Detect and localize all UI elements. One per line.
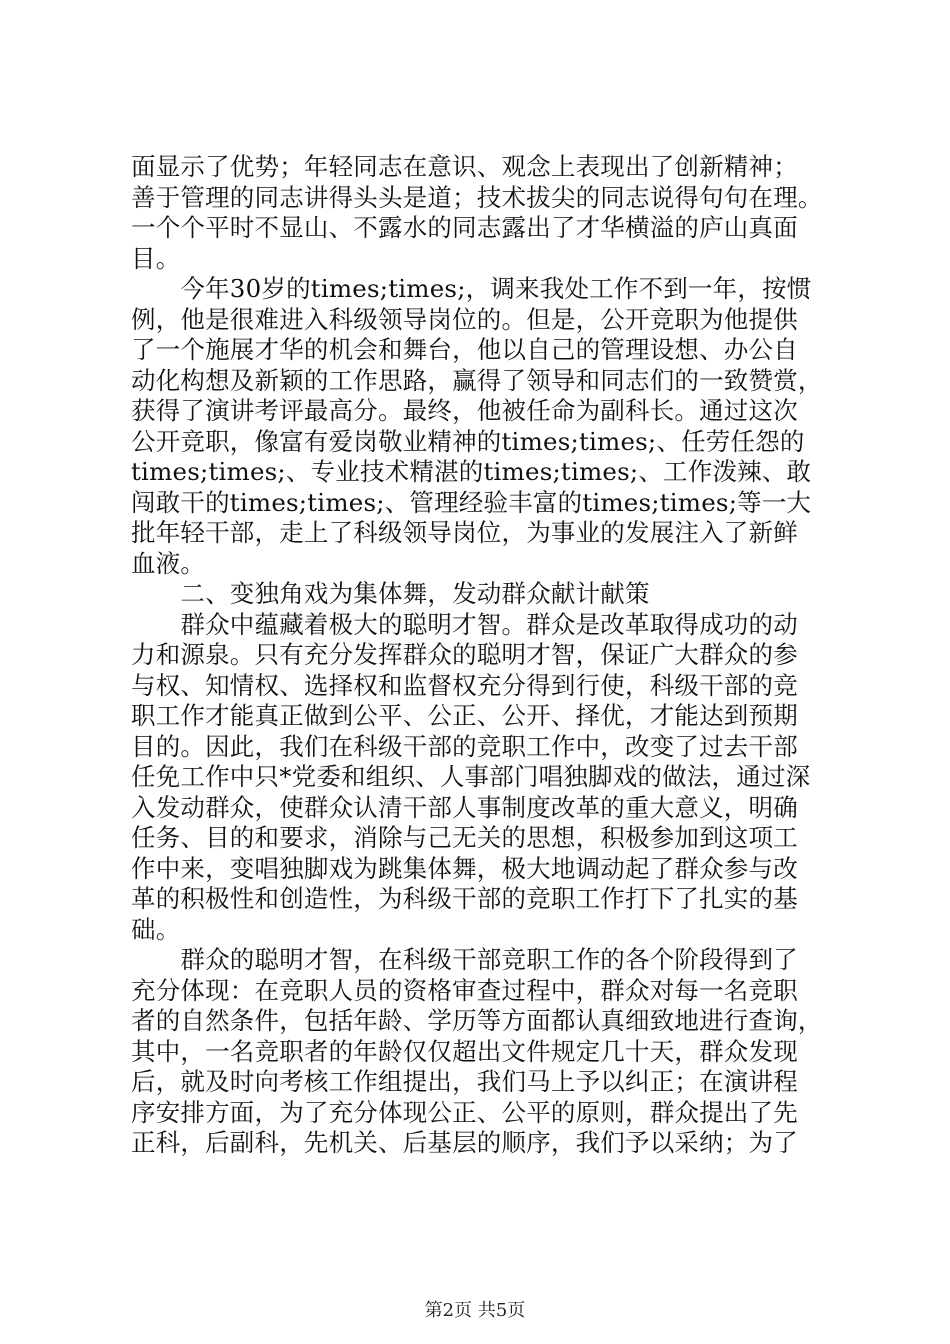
text-line: 闯敢干的times;times;、管理经验丰富的times;times;等一大 — [131, 487, 812, 517]
text-line: 入发动群众，使群众认清干部人事制度改革的重大意义，明确 — [131, 792, 798, 822]
body-text — [131, 152, 831, 1159]
text-line: 血液。 — [131, 548, 206, 578]
text-line: 力和源泉。只有充分发挥群众的聪明才智，保证广大群众的参 — [131, 640, 798, 669]
text-line: 职工作才能真正做到公平、公正、公开、择优，才能达到预期 — [131, 701, 798, 730]
text-line: 公开竞职，像富有爱岗敬业精神的times;times;、任劳任怨的 — [131, 426, 805, 456]
text-line: 任务、目的和要求，消除与己无关的思想，积极参加到这项工 — [131, 823, 798, 852]
text-line: 后，就及时向考核工作组提出，我们马上予以纠正；在演讲程 — [131, 1067, 798, 1096]
page-footer: 第2页 共5页 — [424, 1300, 526, 1321]
text-line: 善于管理的同志讲得头头是道；技术拔尖的同志说得句句在理。 — [131, 182, 823, 212]
text-line: 与权、知情权、选择权和监督权充分得到行使，科级干部的竞 — [131, 670, 798, 700]
text-line: 作中来，变唱独脚戏为跳集体舞，极大地调动起了群众参与改 — [131, 853, 798, 883]
text-line: 一个个平时不显山、不露水的同志露出了才华横溢的庐山真面 — [131, 213, 798, 242]
text-line: 任免工作中只*党委和组织、人事部门唱独脚戏的做法，通过深 — [131, 762, 811, 791]
text-line: 正科，后副科，先机关、后基层的顺序，我们予以采纳；为了 — [131, 1128, 798, 1157]
text-line: 动化构想及新颖的工作思路，赢得了领导和同志们的一致赞赏， — [131, 365, 823, 395]
text-line: 充分体现：在竞职人员的资格审查过程中，群众对每一名竞职 — [131, 975, 798, 1005]
text-line: 础。 — [131, 914, 181, 944]
text-line: 获得了演讲考评最高分。最终，他被任命为副科长。通过这次 — [131, 396, 798, 425]
text-line: 目的。因此，我们在科级干部的竞职工作中，改变了过去干部 — [131, 731, 798, 761]
text-line: 者的自然条件，包括年龄、学历等方面都认真细致地进行查询， — [131, 1006, 823, 1035]
text-line: 群众中蕴藏着极大的聪明才智。群众是改革取得成功的动 — [131, 609, 798, 639]
text-line: 其中，一名竞职者的年龄仅仅超出文件规定几十天，群众发现 — [131, 1036, 798, 1066]
text-line: 批年轻干部，走上了科级领导岗位，为事业的发展注入了新鲜 — [131, 518, 798, 547]
text-line: 例，他是很难进入科级领导岗位的。但是，公开竞职为他提供 — [131, 304, 798, 334]
section-heading: 二、变独角戏为集体舞，发动群众献计献策 — [131, 579, 650, 608]
text-line: times;times;、专业技术精湛的times;times;、工作泼辣、敢 — [131, 457, 812, 486]
text-line: 群众的聪明才智，在科级干部竞职工作的各个阶段得到了 — [131, 945, 798, 974]
text-line: 序安排方面，为了充分体现公正、公平的原则，群众提出了先 — [131, 1097, 798, 1127]
text-line: 面显示了优势；年轻同志在意识、观念上表现出了创新精神； — [131, 152, 798, 181]
text-line: 今年30岁的times;times;，调来我处工作不到一年，按惯 — [131, 274, 812, 303]
text-line: 了一个施展才华的机会和舞台，他以自己的管理设想、办公自 — [131, 335, 798, 364]
text-line: 革的积极性和创造性，为科级干部的竞职工作打下了扎实的基 — [131, 884, 798, 913]
text-line: 目。 — [131, 243, 181, 273]
